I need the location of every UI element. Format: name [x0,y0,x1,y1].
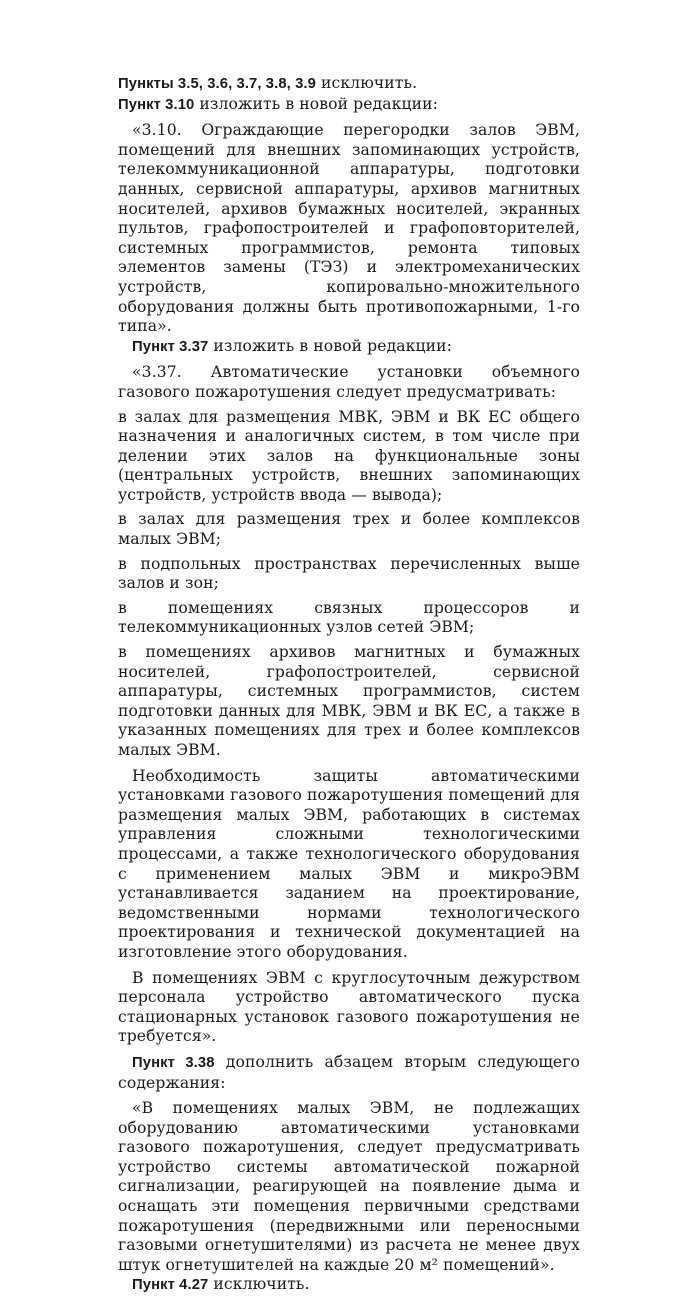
paragraph-lead: Пункт 3.37 [132,338,209,355]
paragraph-lead: Пункт 4.27 [132,1277,209,1294]
list-item: в залах для размещения МВК, ЭВМ и ВК ЕС общего назначения и аналогичных систем, в том числе при делении этих залов на функциональные зоны (центральных устройств, внешних запоминающих устройств, устройств ввода — вывода); [118,407,580,504]
paragraph-item-3-10-heading [118,95,580,116]
paragraph-round-the-clock: В помещениях ЭВМ с круглосуточным дежурством персонала устройство автоматического пуска стационарных установок газового пожаротушения не требуется». [118,968,580,1046]
paragraph-text: дополнить абзацем вторым следующего содержания: [118,1052,581,1092]
paragraph-text: изложить в новой редакции: [194,94,438,113]
list-item: в залах для размещения трех и более комплексов малых ЭВМ; [118,510,580,549]
list-item: в помещениях архивов магнитных и бумажных носителей, графопостроителей, сервисной аппаратуры, системных программистов, систем подготовки данных для МВК, ЭВМ и ВК ЕС, а также в указанных помещениях для трех и более комплексов малых ЭВМ. [118,643,580,759]
paragraph-item-3-37-intro: «3.37. Автоматические установки объемного газового пожаротушения следует предусматривать: [118,363,580,401]
paragraph-necessity: Необходимость защиты автоматическими установками газового пожаротушения помещений для размещения малых ЭВМ, работающих в системах управления сложными технологическими процессами, а также технологического оборудования с применением малых ЭВМ и микроЭВМ устанавливается заданием на проектирование, ведомственными нормами технологического проектирования и технической документацией на изготовление этого оборудования. [118,766,581,961]
list-item: в помещениях связных процессоров и телекоммуникационных узлов сетей ЭВМ; [118,598,580,637]
paragraph-item-3-38-heading [118,1053,580,1093]
paragraph-item-3-38-text: «В помещениях малых ЭВМ, не подлежащих оборудованию автоматическими установками газового пожаротушения, следует предусматривать устройство системы автоматической пожарной сигнализации, реагирующей на появление дыма и оснащать эти помещения первичными средствами пожаротушения (передвижными или переносными газовыми огнетушителями) из расчета не менее двух штук огнетушителей на каждые 20 м² помещений». [118,1099,580,1274]
paragraph-lead: Пункт 3.38 [132,1054,215,1071]
paragraph-item-3-37-heading [118,337,580,358]
paragraph-excluded-items [118,74,580,95]
paragraph-item-3-10-text: «3.10. Ограждающие перегородки залов ЭВМ, помещений для внешних запоминающих устройств, телекоммуникационной аппаратуры, подготовки данных, сервисной аппаратуры, архивов магнитных носителей, архивов бумажных носителей, экранных пультов, графопостроителей и графоповторителей, системных программистов, ремонта типовых элементов замены (ТЭЗ) и электромеханических устройств, копировально-множительного оборудования должны быть противопожарными, 1-го типа». [118,121,580,336]
paragraph-item-4-27 [118,1275,580,1296]
paragraph-text: изложить в новой редакции: [208,336,452,355]
paragraph-lead: Пункты 3.5, 3.6, 3.7, 3.8, 3.9 [118,76,316,92]
paragraph-text: исключить. [315,74,418,92]
document-page [118,74,580,1296]
paragraph-text: исключить. [208,1275,310,1294]
list-item: в подпольных пространствах перечисленных выше залов и зон; [118,554,580,593]
paragraph-lead: Пункт 3.10 [118,96,195,113]
